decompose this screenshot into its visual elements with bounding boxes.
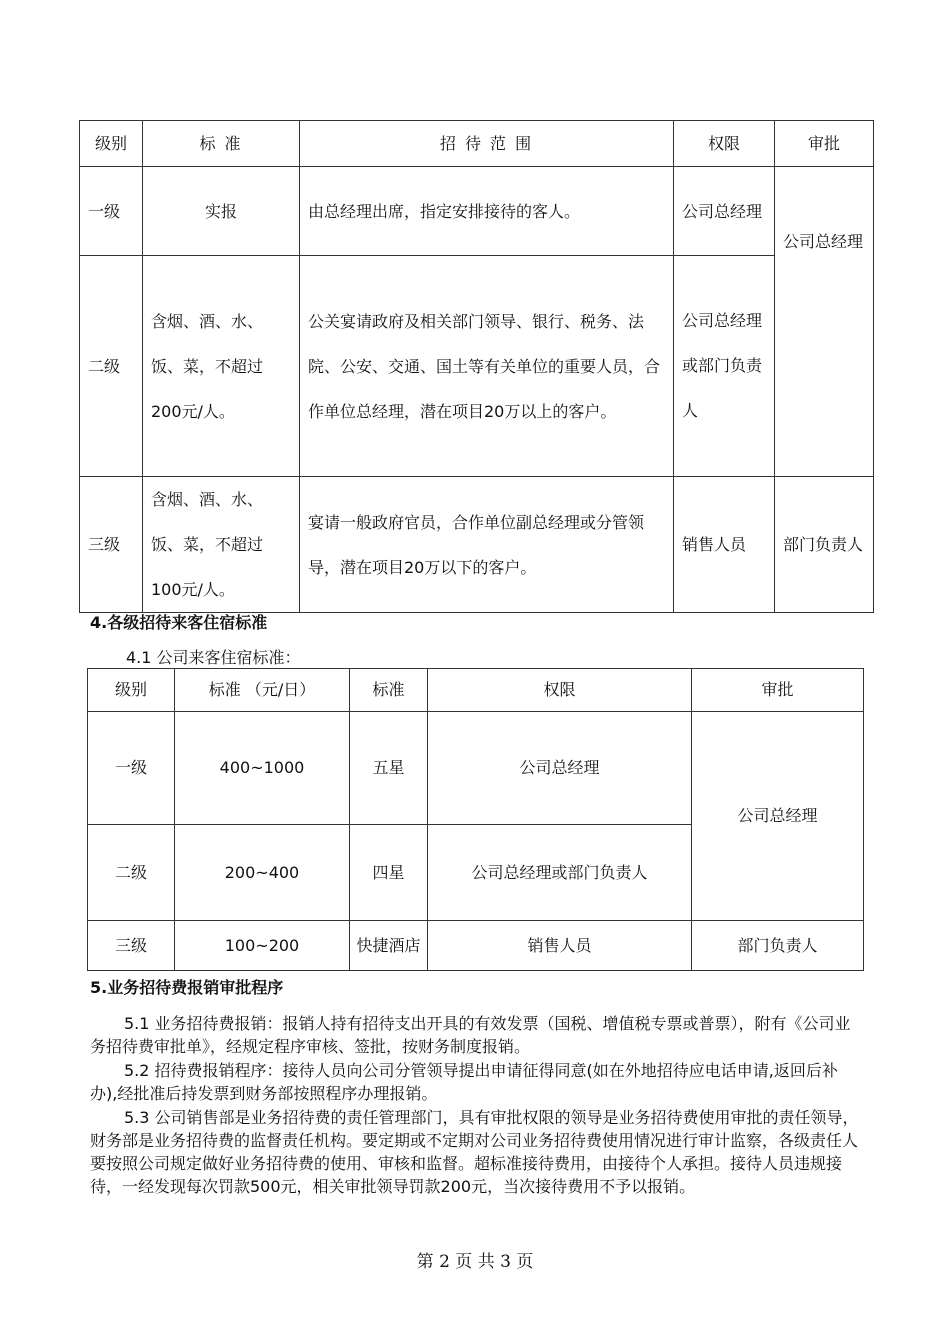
table-row: [80, 256, 874, 477]
star-cell: 四星: [350, 825, 428, 921]
header-level: 级别: [88, 669, 175, 712]
level-cell: 三级: [80, 477, 143, 613]
authority-cell: 公司总经理: [674, 167, 775, 256]
level-cell: 一级: [88, 712, 175, 825]
paragraph-5-1: [90, 1012, 860, 1058]
level-cell: 一级: [80, 167, 143, 256]
scope-cell: 公关宴请政府及相关部门领导、银行、税务、法院、公安、交通、国土等有关单位的重要人员，合作单位总经理，潜在项目20万以上的客户。: [300, 256, 674, 477]
scope-cell: 由总经理出席，指定安排接待的客人。: [300, 167, 674, 256]
paragraph-5-3-text: 5.3 公司销售部是业务招待费的责任管理部门，具有审批权限的领导是业务招待费使用审批的责任领导，财务部是业务招待费的监督责任机构。要定期或不定期对公司业务招待费使用情况进行审计监察，各级责任人要按照公司规定做好业务招待费的使用、审核和监督。超标准接待费用，由接待个人承担。接待人员违规接待，一经发现每次罚款500元，相关审批领导罚款200元，当次接待费用不予以报销。: [90, 1108, 859, 1196]
lodging-standard-table: [87, 668, 864, 971]
paragraph-5-3: [90, 1106, 860, 1198]
standard-cell: 含烟、酒、水、饭、菜，不超过200元/人。: [143, 256, 300, 477]
table-row: [88, 921, 864, 971]
page-footer: 第 2 页 共 3 页: [416, 1252, 534, 1272]
standard-cell: 实报: [143, 167, 300, 256]
header-authority: 权限: [674, 121, 775, 167]
header-standard: 标 准: [143, 121, 300, 167]
table-header-row: [80, 121, 874, 167]
price-cell: 100~200: [175, 921, 350, 971]
authority-cell: 销售人员: [674, 477, 775, 613]
standard-cell: 含烟、酒、水、饭、菜，不超过100元/人。: [143, 477, 300, 613]
header-price: 标准 （元/日）: [175, 669, 350, 712]
paragraph-5-1-text: 5.1 业务招待费报销：报销人持有招待支出开具的有效发票（国税、增值税专票或普票），附有《公司业务招待费审批单》，经规定程序审核、签批，按财务制度报销。: [90, 1014, 851, 1056]
authority-cell: 销售人员: [428, 921, 692, 971]
section-5-heading: 5.业务招待费报销审批程序: [90, 978, 284, 997]
authority-cell: 公司总经理或部门负责人: [674, 256, 775, 477]
header-standard: 标准: [350, 669, 428, 712]
paragraph-5-2: [90, 1059, 860, 1105]
level-cell: 二级: [80, 256, 143, 477]
section-4-1-subheading: 4.1 公司来客住宿标准：: [126, 648, 301, 667]
star-cell: 五星: [350, 712, 428, 825]
reception-standard-table: [79, 120, 874, 613]
header-scope: 招 待 范 围: [300, 121, 674, 167]
table-row: [88, 712, 864, 825]
table-row: [80, 477, 874, 613]
section-4-heading: 4.各级招待来客住宿标准: [90, 613, 268, 632]
approval-cell: 部门负责人: [775, 477, 874, 613]
header-approval: 审批: [692, 669, 864, 712]
price-cell: 400~1000: [175, 712, 350, 825]
authority-cell: 公司总经理: [428, 712, 692, 825]
approval-cell-merged: 公司总经理: [775, 167, 874, 477]
header-level: 级别: [80, 121, 143, 167]
paragraph-5-2-text: 5.2 招待费报销程序：接待人员向公司分管领导提出申请征得同意(如在外地招待应电话申请,返回后补办),经批准后持发票到财务部按照程序办理报销。: [90, 1061, 838, 1103]
approval-cell: 部门负责人: [692, 921, 864, 971]
authority-cell: 公司总经理或部门负责人: [428, 825, 692, 921]
level-cell: 三级: [88, 921, 175, 971]
star-cell: 快捷酒店: [350, 921, 428, 971]
table-header-row: [88, 669, 864, 712]
approval-cell-merged: 公司总经理: [692, 712, 864, 921]
level-cell: 二级: [88, 825, 175, 921]
scope-cell: 宴请一般政府官员，合作单位副总经理或分管领导，潜在项目20万以下的客户。: [300, 477, 674, 613]
table-row: [80, 167, 874, 256]
header-approval: 审批: [775, 121, 874, 167]
price-cell: 200~400: [175, 825, 350, 921]
header-authority: 权限: [428, 669, 692, 712]
